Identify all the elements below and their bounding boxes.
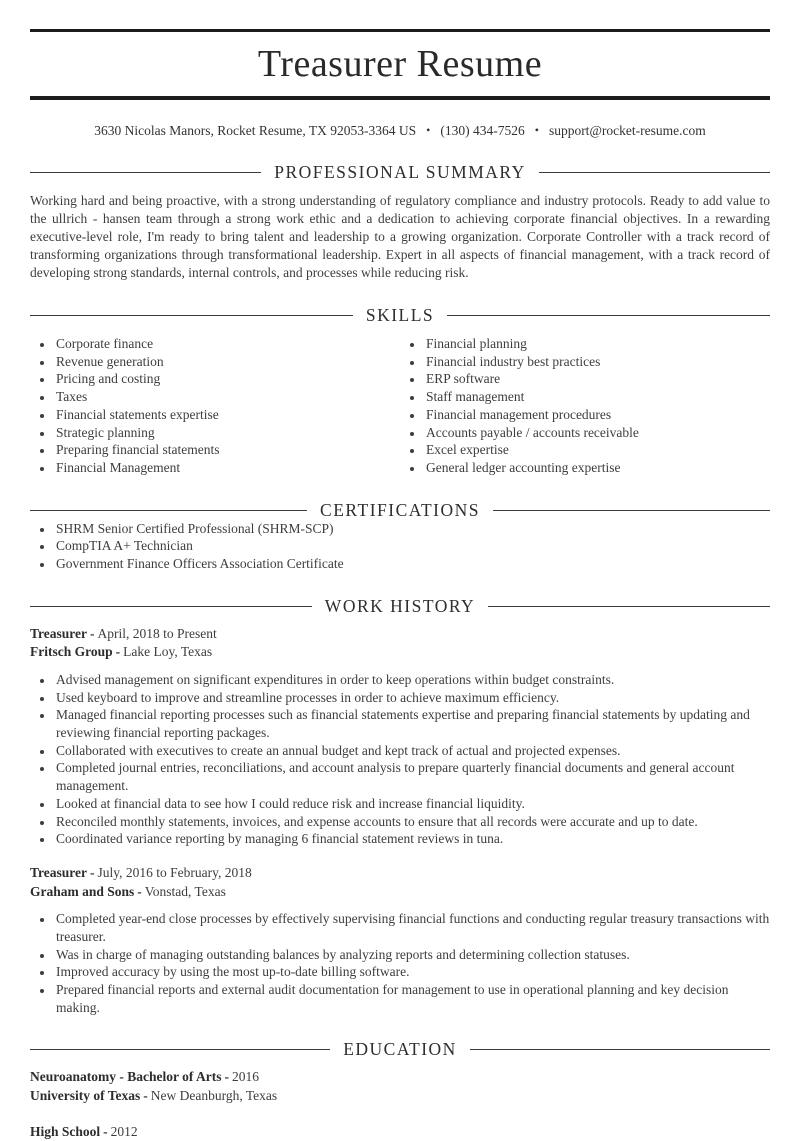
- summary-paragraph: Working hard and being proactive, with a strong understanding of regulatory compliance and industry protocols. Ready to add value to the ullrich - hansen team through a strong work ethic and a dedication to achieving corporate financial objectives. In a rewarding executive-level role, I'm ready to bring talent and leadership to a growing organization. Corporate Controller with a track record of transforming organizations through transformational leadership. Expert in all aspects of financial management, with a track record of developing strong standards, internal controls, and processes while reducing risk.: [30, 193, 770, 280]
- skills-heading: SKILLS: [365, 305, 435, 325]
- skill-item: • Excel expertise: [424, 441, 770, 459]
- page-title: Treasurer Resume: [257, 43, 543, 85]
- skill-item: • Pricing and costing: [54, 370, 400, 388]
- job-title-line: [30, 625, 770, 644]
- education-degree-line: [30, 1068, 770, 1087]
- job-bullet-list: [30, 671, 770, 848]
- job-entry: [30, 864, 770, 1016]
- education-degree: Neuroanatomy - Bachelor of Arts: [30, 1069, 222, 1085]
- certification-item: • Government Finance Officers Association Certificate: [54, 555, 770, 573]
- education-location: New Deanburgh, Texas: [150, 1087, 278, 1103]
- job-title-line: [30, 864, 770, 883]
- job-bullet: • Used keyboard to improve and streamline processes in order to achieve maximum efficiency.: [54, 689, 770, 707]
- skill-item: • Taxes: [54, 388, 400, 406]
- section-heading-education: [30, 1040, 770, 1059]
- skills-list-right: [400, 335, 770, 477]
- skill-item: • Financial management procedures: [424, 406, 770, 424]
- job-title: Treasurer: [30, 864, 87, 880]
- heading-rule-left: [30, 315, 353, 316]
- certifications-list: [30, 520, 770, 573]
- contact-phone: (130) 434-7526: [440, 123, 525, 138]
- dash-separator: -: [90, 625, 95, 641]
- skills-columns: [30, 335, 770, 477]
- contact-separator: •: [534, 123, 539, 137]
- dash-separator: -: [103, 1123, 108, 1139]
- job-dates: July, 2016 to February, 2018: [97, 864, 252, 880]
- heading-rule-right: [493, 510, 770, 511]
- education-school: University of Texas: [30, 1087, 141, 1103]
- skill-item: • ERP software: [424, 370, 770, 388]
- education-entry: [30, 1068, 770, 1105]
- education-degree: High School: [30, 1123, 101, 1139]
- education-heading: EDUCATION: [343, 1039, 457, 1060]
- job-bullet: • Completed year-end close processes by effectively supervising financial functions and conducting regular treasury transactions with treasurer.: [54, 910, 770, 945]
- contact-address: 3630 Nicolas Manors, Rocket Resume, TX 92053-3364 US: [94, 123, 417, 138]
- job-bullet: • Coordinated variance reporting by managing 6 financial statement reviews in tuna.: [54, 830, 770, 848]
- job-bullet: • Prepared financial reports and external audit documentation for management to use in operational planning and key decision making.: [54, 981, 770, 1016]
- header-top-rule: [30, 29, 770, 32]
- heading-rule-left: [30, 606, 312, 607]
- dash-separator: -: [224, 1069, 229, 1085]
- section-heading-certifications: [30, 501, 770, 520]
- heading-rule-right: [470, 1049, 770, 1050]
- heading-rule-right: [447, 315, 770, 316]
- skill-item: • Staff management: [424, 388, 770, 406]
- job-entry: [30, 625, 770, 848]
- contact-line: [30, 122, 770, 139]
- job-bullet: • Looked at financial data to see how I could reduce risk and increase financial liquidity.: [54, 795, 770, 813]
- dash-separator: -: [90, 864, 95, 880]
- job-bullet: • Managed financial reporting processes such as financial statements expertise and preparing financial statements by updating and reviewing financial reporting packages.: [54, 706, 770, 741]
- education-school-line: [30, 1087, 770, 1106]
- resume-page: [0, 29, 800, 1141]
- job-bullet: • Collaborated with executives to create an annual budget and kept track of actual and projected expenses.: [54, 742, 770, 760]
- dash-separator: -: [115, 644, 121, 660]
- job-location: Vonstad, Texas: [144, 883, 226, 899]
- skill-item: • Preparing financial statements: [54, 441, 400, 459]
- job-company-line: [30, 883, 770, 902]
- certification-item: • SHRM Senior Certified Professional (SHRM-SCP): [54, 520, 770, 538]
- section-heading-summary: [30, 163, 770, 182]
- dash-separator: -: [137, 883, 142, 899]
- heading-rule-left: [30, 1049, 330, 1050]
- skill-item: • Revenue generation: [54, 353, 400, 371]
- header-bottom-rule: [30, 96, 770, 100]
- work-history-heading: WORK HISTORY: [324, 595, 476, 616]
- education-entry: [30, 1123, 770, 1141]
- job-location: Lake Loy, Texas: [123, 644, 213, 660]
- skill-item: • Financial Management: [54, 459, 400, 477]
- skill-item: • Financial statements expertise: [54, 406, 400, 424]
- heading-rule-left: [30, 172, 261, 173]
- job-company: Fritsch Group: [30, 644, 113, 660]
- skill-item: • Financial industry best practices: [424, 353, 770, 371]
- job-bullet: • Advised management on significant expenditures in order to keep operations within budget constraints.: [54, 671, 770, 689]
- contact-separator: •: [426, 123, 431, 137]
- contact-email: support@rocket-resume.com: [548, 123, 706, 138]
- skill-item: • Strategic planning: [54, 424, 400, 442]
- heading-rule-right: [488, 606, 770, 607]
- certifications-heading: CERTIFICATIONS: [320, 499, 480, 520]
- skill-item: • Financial planning: [424, 335, 770, 353]
- skill-item: • Accounts payable / accounts receivable: [424, 424, 770, 442]
- job-company: Graham and Sons: [30, 883, 135, 899]
- job-title: Treasurer: [30, 625, 87, 641]
- education-year: 2016: [231, 1069, 259, 1085]
- job-bullet: • Was in charge of managing outstanding balances by analyzing reports and determining collection statuses.: [54, 946, 770, 964]
- certification-item: • CompTIA A+ Technician: [54, 537, 770, 555]
- heading-rule-right: [539, 172, 770, 173]
- education-year: 2012: [110, 1123, 138, 1139]
- skill-item: • Corporate finance: [54, 335, 400, 353]
- summary-heading: PROFESSIONAL SUMMARY: [274, 162, 526, 182]
- job-bullet-list: [30, 910, 770, 1016]
- dash-separator: -: [143, 1087, 148, 1103]
- section-heading-work-history: [30, 597, 770, 616]
- skill-item: • General ledger accounting expertise: [424, 459, 770, 477]
- job-bullet: • Reconciled monthly statements, invoices, and expense accounts to ensure that all records were accurate and up to date.: [54, 813, 770, 831]
- job-dates: April, 2018 to Present: [97, 625, 217, 641]
- education-degree-line: [30, 1123, 770, 1141]
- skills-list-left: [30, 335, 400, 477]
- job-bullet: • Completed journal entries, reconciliations, and account analysis to prepare quarterly financial documents and general account management.: [54, 759, 770, 794]
- job-bullet: • Improved accuracy by using the most up-to-date billing software.: [54, 963, 770, 981]
- section-heading-skills: [30, 306, 770, 325]
- job-company-line: [30, 643, 770, 662]
- heading-rule-left: [30, 510, 307, 511]
